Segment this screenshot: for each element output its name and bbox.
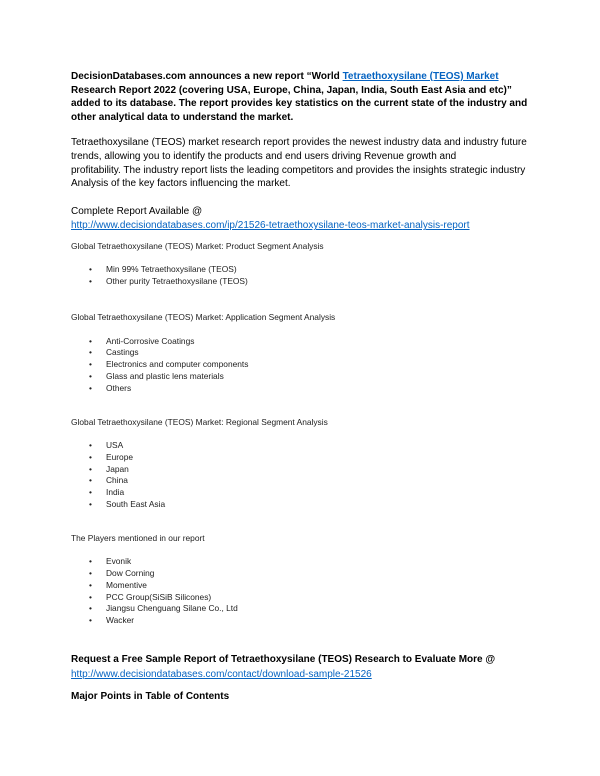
list-item: • Others (89, 382, 132, 393)
product-segment-title: Global Tetraethoxysilane (TEOS) Market: Product Segment Analysis (71, 240, 324, 251)
list-item: • Min 99% Tetraethoxysilane (TEOS) (89, 264, 237, 275)
list-item: • Europe (89, 451, 134, 462)
players-title: The Players mentioned in our report (71, 532, 205, 543)
list-item: • Japan (89, 463, 129, 474)
list-item: • Glass and plastic lens materials (89, 370, 224, 381)
list-item: • Other purity Tetraethoxysilane (TEOS) (89, 276, 248, 287)
sample-request-label: Request a Free Sample Report of Tetraethoxysilane (TEOS) Research to Evaluate More @ (71, 654, 496, 666)
description-line-1: Tetraethoxysilane (TEOS) market research report provides the newest industry data and industry future trends, allowing you to identify the products and end users driving Revenue growth and (71, 137, 527, 162)
list-item: • Momentive (89, 579, 147, 590)
bullet-icon: • (89, 335, 92, 346)
bullet-icon: • (89, 359, 92, 370)
bullet-icon: • (89, 264, 92, 275)
list-item: • Castings (89, 347, 139, 358)
document-page (71, 70, 531, 704)
bullet-icon: • (89, 370, 92, 381)
description-paragraph (71, 136, 531, 190)
list-item: • Dow Corning (89, 568, 155, 579)
bullet-icon: • (89, 556, 92, 567)
bullet-icon: • (89, 615, 92, 626)
intro-text-start: DecisionDatabases.com announces a new report “World (71, 71, 343, 82)
regional-segment-list (71, 440, 531, 511)
list-item: • Jiangsu Chenguang Silane Co., Ltd (89, 603, 238, 614)
players-list (71, 556, 531, 627)
application-segment-list (71, 336, 531, 395)
product-segment-list (71, 264, 531, 288)
complete-report-link[interactable]: http://www.decisiondatabases.com/ip/21526-tetraethoxysilane-teos-market-analysis-report (71, 220, 470, 232)
list-item: • Anti-Corrosive Coatings (89, 335, 195, 346)
list-item: • USA (89, 440, 124, 451)
bullet-icon: • (89, 499, 92, 509)
bullet-icon: • (89, 451, 92, 462)
bullet-icon: • (89, 382, 92, 393)
bullet-icon: • (89, 603, 92, 614)
regional-segment-title: Global Tetraethoxysilane (TEOS) Market: Regional Segment Analysis (71, 416, 328, 427)
market-link[interactable]: Tetraethoxysilane (TEOS) Market (342, 71, 499, 82)
list-item: • India (89, 487, 125, 498)
complete-report-label: Complete Report Available @ (71, 205, 203, 217)
list-item: • China (89, 475, 128, 486)
bullet-icon: • (89, 568, 92, 579)
bullet-icon: • (89, 475, 92, 486)
list-item: • South East Asia (89, 499, 166, 509)
intro-text-end: Research Report 2022 (covering USA, Europe, China, Japan, India, South East Asia and etc)” added to its database. The report provides key statistics on the current state of the industry and other analytical data to understand the market. (71, 84, 528, 123)
description-line-2: profitability. The industry report lists the leading competitors and provides the insights strategic industry Analysis of the key factors influencing the market. (71, 164, 526, 190)
bullet-icon: • (89, 487, 92, 498)
bullet-icon: • (89, 347, 92, 358)
intro-paragraph (71, 70, 531, 124)
bullet-icon: • (89, 591, 92, 602)
application-segment-title: Global Tetraethoxysilane (TEOS) Market: Application Segment Analysis (71, 312, 336, 323)
bullet-icon: • (89, 276, 92, 287)
toc-heading: Major Points in Table of Contents (71, 691, 230, 703)
list-item: • Electronics and computer components (89, 359, 249, 370)
bullet-icon: • (89, 440, 92, 451)
bullet-icon: • (89, 463, 92, 474)
list-item: • PCC Group(SiSiB Silicones) (89, 591, 212, 602)
sample-request-link[interactable]: http://www.decisiondatabases.com/contact/download-sample-21526 (71, 668, 372, 680)
list-item: • Wacker (89, 615, 135, 626)
list-item: • Evonik (89, 556, 132, 567)
bullet-icon: • (89, 579, 92, 590)
